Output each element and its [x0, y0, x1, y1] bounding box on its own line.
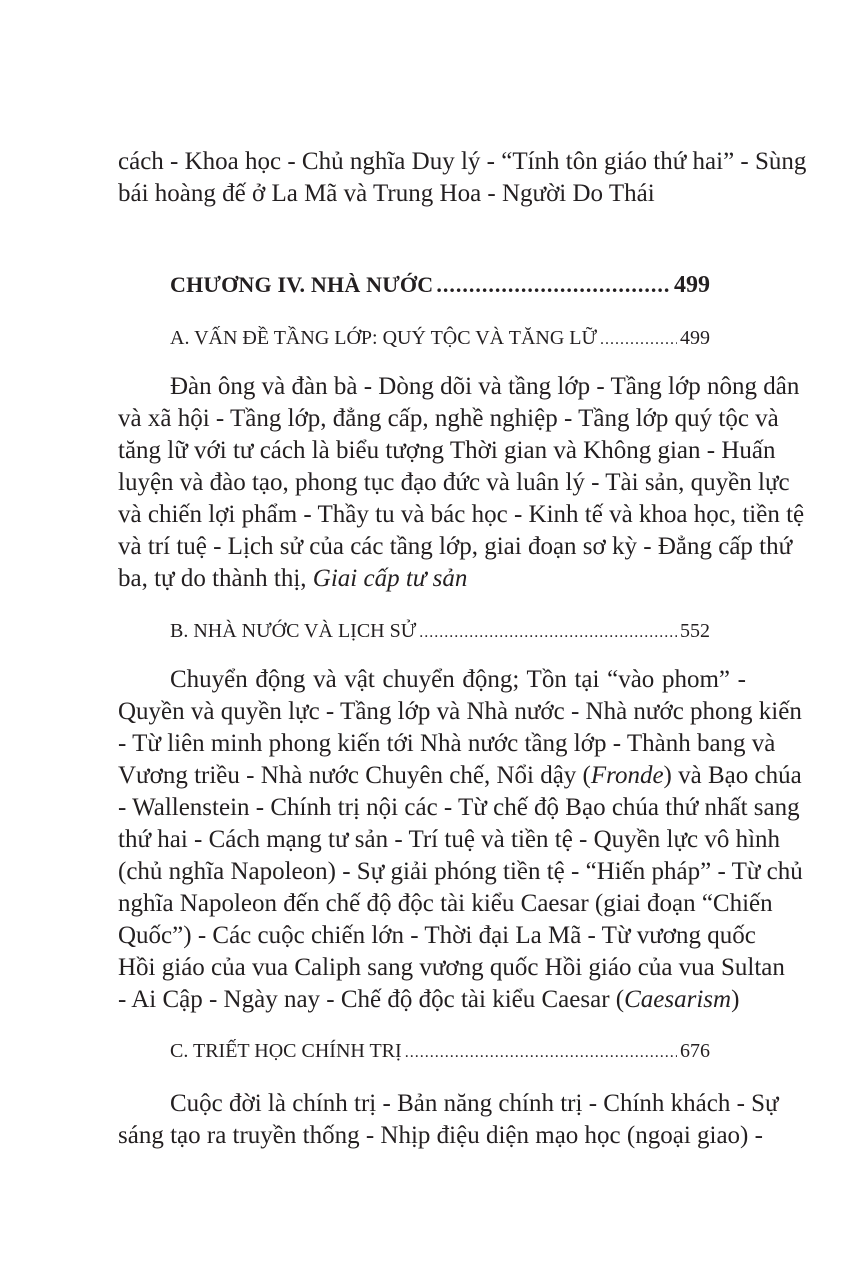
toc-page-number: 676	[680, 1040, 710, 1062]
toc-entry-title: CHƯƠNG IV. NHÀ NƯỚC	[170, 272, 434, 297]
text-line: Chuyển động và vật chuyển động; Tồn tại “vào phom” -	[170, 666, 746, 693]
italic-term: Caesarism	[624, 986, 732, 1013]
text-line	[118, 760, 802, 792]
text-line: và chiến lợi phẩm - Thầy tu và bác học - Kinh tế và khoa học, tiền tệ	[118, 501, 805, 528]
toc-entry-section-b[interactable]	[170, 620, 710, 643]
text-line: Cuộc đời là chính trị - Bản năng chính trị - Chính khách - Sự	[170, 1090, 779, 1117]
dot-leader	[405, 1044, 677, 1062]
toc-page-number: 499	[674, 272, 710, 298]
text-line: Quốc”) - Các cuộc chiến lớn - Thời đại La Mã - Từ vương quốc	[118, 922, 756, 949]
text-line: cách - Khoa học - Chủ nghĩa Duy lý - “Tính tôn giáo thứ hai” - Sùng	[118, 148, 807, 175]
toc-entry-title: B. NHÀ NƯỚC VÀ LỊCH SỬ	[170, 620, 417, 642]
text-fragment: ba, tự do thành thị,	[118, 565, 313, 592]
text-line: - Wallenstein - Chính trị nội các - Từ chế độ Bạo chúa thứ nhất sang	[118, 794, 800, 821]
text-line: Đàn ông và đàn bà - Dòng dõi và tầng lớp - Tầng lớp nông dân	[170, 373, 800, 400]
toc-entry-section-a[interactable]	[170, 327, 710, 350]
text-line: - Từ liên minh phong kiến tới Nhà nước tầng lớp - Thành bang và	[118, 730, 776, 757]
text-line: luyện và đào tạo, phong tục đạo đức và luân lý - Tài sản, quyền lực	[118, 469, 790, 496]
text-line: nghĩa Napoleon đến chế độ độc tài kiểu Caesar (giai đoạn “Chiến	[118, 890, 773, 917]
toc-entry-title: C. TRIẾT HỌC CHÍNH TRỊ	[170, 1040, 402, 1062]
intro-paragraph	[118, 146, 807, 210]
dot-leader	[419, 624, 677, 642]
italic-term: Fronde	[590, 762, 664, 789]
text-fragment: Vương triều - Nhà nước Chuyên chế, Nổi dậy (	[118, 762, 591, 789]
toc-page-number: 552	[680, 620, 710, 642]
toc-entry-section-c[interactable]	[170, 1040, 710, 1063]
text-line: Hồi giáo của vua Caliph sang vương quốc Hồi giáo của vua Sultan	[118, 954, 785, 981]
toc-entry-chapter-4[interactable]	[170, 272, 710, 299]
text-fragment: - Ai Cập - Ngày nay - Chế độ độc tài kiểu Caesar (	[118, 986, 625, 1013]
text-line	[118, 563, 746, 595]
toc-entry-title: A. VẤN ĐỀ TẦNG LỚP: QUÝ TỘC VÀ TĂNG LỮ	[170, 327, 598, 349]
dot-leader	[600, 331, 677, 349]
section-b-summary	[118, 664, 803, 1016]
text-line	[118, 984, 746, 1016]
text-line: bái hoàng đế ở La Mã và Trung Hoa - Người Do Thái	[118, 180, 655, 207]
section-c-summary	[118, 1088, 779, 1152]
text-fragment: )	[731, 986, 740, 1013]
dot-leader	[436, 272, 671, 298]
text-line: sáng tạo ra truyền thống - Nhịp điệu diện mạo học (ngoại giao) -	[118, 1122, 763, 1149]
text-line: thứ hai - Cách mạng tư sản - Trí tuệ và tiền tệ - Quyền lực vô hình	[118, 826, 781, 853]
text-line: tăng lữ với tư cách là biểu tượng Thời gian và Không gian - Huấn	[118, 437, 776, 464]
italic-term: Giai cấp tư sản	[312, 565, 468, 592]
section-a-summary	[118, 371, 805, 595]
text-line: (chủ nghĩa Napoleon) - Sự giải phóng tiền tệ - “Hiến pháp” - Từ chủ	[118, 858, 803, 885]
text-fragment: ) và Bạo chúa	[663, 762, 802, 789]
text-line: và xã hội - Tầng lớp, đẳng cấp, nghề nghiệp - Tầng lớp quý tộc và	[118, 405, 779, 432]
text-line: và trí tuệ - Lịch sử của các tầng lớp, giai đoạn sơ kỳ - Đẳng cấp thứ	[118, 533, 793, 560]
text-line: Quyền và quyền lực - Tầng lớp và Nhà nước - Nhà nước phong kiến	[118, 698, 802, 725]
toc-page-number: 499	[680, 327, 710, 349]
